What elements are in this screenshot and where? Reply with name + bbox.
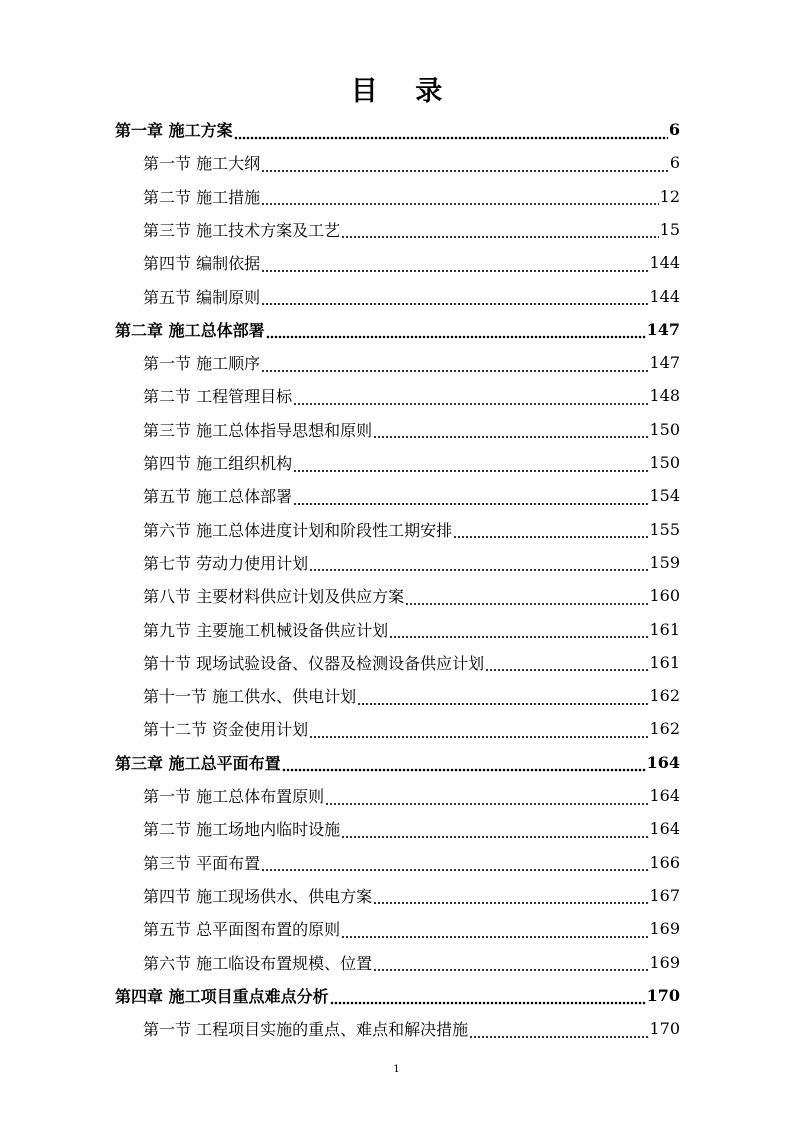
toc-entry-page: 161 — [649, 652, 680, 672]
toc-section-entry[interactable] — [143, 912, 680, 945]
toc-section-entry[interactable] — [143, 946, 680, 979]
toc-section-entry[interactable] — [143, 246, 680, 279]
toc-entry-page: 164 — [649, 786, 680, 805]
toc-section-entry[interactable] — [143, 280, 680, 313]
toc-dot-leader — [261, 856, 648, 872]
toc-section-entry[interactable] — [143, 646, 680, 679]
toc-entry-title: 第二节 施工场地内临时设施 — [143, 820, 341, 840]
toc-section-entry[interactable] — [143, 513, 680, 546]
toc-dot-leader — [373, 956, 648, 972]
toc-dot-leader — [373, 423, 648, 439]
page-title: 目 录 — [350, 76, 457, 107]
toc-dot-leader — [330, 989, 646, 1005]
toc-section-entry[interactable] — [143, 346, 680, 379]
toc-dot-leader — [282, 756, 646, 772]
toc-section-entry[interactable] — [143, 1012, 680, 1045]
toc-entry-page: 167 — [649, 885, 680, 905]
toc-section-entry[interactable] — [143, 213, 680, 246]
toc-entry-title: 第七节 劳动力使用计划 — [143, 553, 309, 573]
toc-entry-title: 第十节 现场试验设备、仪器及检测设备供应计划 — [143, 653, 485, 673]
toc-entry-title: 第三节 平面布置 — [143, 853, 261, 873]
toc-entry-page: 6 — [668, 120, 680, 139]
toc-entry-page: 6 — [669, 153, 680, 173]
toc-entry-title: 第四节 施工组织机构 — [143, 454, 293, 473]
toc-dot-leader — [453, 523, 648, 539]
toc-entry-page: 160 — [649, 586, 680, 606]
toc-section-entry[interactable] — [143, 613, 680, 646]
toc-dot-leader — [341, 823, 648, 839]
toc-entry-page: 170 — [646, 985, 680, 1005]
toc-entry-title: 第五节 总平面图布置的原则 — [143, 920, 341, 940]
toc-entry-page: 148 — [649, 386, 680, 406]
toc-entry-page: 147 — [646, 319, 680, 339]
toc-dot-leader — [293, 457, 648, 473]
toc-chapter-entry[interactable] — [115, 746, 680, 779]
toc-entry-title: 第二节 施工措施 — [143, 187, 261, 207]
toc-entry-title: 第四节 施工现场供水、供电方案 — [143, 886, 373, 906]
toc-entry-page: 169 — [649, 919, 680, 939]
toc-chapter-entry[interactable] — [115, 979, 680, 1012]
toc-entry-page: 154 — [649, 486, 680, 506]
toc-entry-page: 15 — [659, 219, 680, 239]
toc-dot-leader — [234, 124, 668, 140]
toc-dot-leader — [261, 257, 648, 273]
toc-dot-leader — [309, 556, 648, 572]
toc-section-entry[interactable] — [143, 879, 680, 912]
toc-dot-leader — [469, 1023, 648, 1039]
toc-entry-title: 第四节 编制依据 — [143, 254, 261, 274]
toc-entry-page: 169 — [649, 952, 680, 972]
toc-dot-leader — [293, 390, 648, 406]
toc-dot-leader — [325, 790, 648, 806]
toc-section-entry[interactable] — [143, 146, 680, 179]
toc-entry-page: 12 — [659, 186, 680, 206]
toc-dot-leader — [389, 623, 648, 639]
toc-entry-page: 164 — [649, 819, 680, 839]
toc-section-entry[interactable] — [143, 446, 680, 479]
toc-entry-title: 第三章 施工总平面布置 — [115, 753, 281, 773]
toc-entry-title: 第三节 施工技术方案及工艺 — [143, 220, 341, 240]
toc-entry-title: 第三节 施工总体指导思想和原则 — [143, 420, 373, 440]
toc-dot-leader — [357, 690, 648, 706]
toc-section-entry[interactable] — [143, 579, 680, 612]
toc-section-entry[interactable] — [143, 379, 680, 412]
toc-dot-leader — [261, 190, 659, 206]
toc-entry-page: 170 — [649, 1019, 680, 1039]
toc-entry-page: 144 — [649, 286, 680, 306]
toc-chapter-entry[interactable] — [115, 313, 680, 346]
toc-section-entry[interactable] — [143, 812, 680, 845]
toc-entry-title: 第一节 施工总体布置原则 — [143, 787, 325, 806]
toc-section-entry[interactable] — [143, 413, 680, 446]
toc-entry-title: 第二节 工程管理目标 — [143, 387, 293, 407]
toc-entry-title: 第五节 编制原则 — [143, 287, 261, 307]
toc-section-entry[interactable] — [143, 779, 680, 812]
toc-section-entry[interactable] — [143, 846, 680, 879]
toc-entry-page: 147 — [649, 353, 680, 373]
page-number: 1 — [393, 1064, 400, 1075]
toc-entry-title: 第八节 主要材料供应计划及供应方案 — [143, 587, 405, 607]
toc-dot-leader — [373, 889, 648, 905]
toc-entry-title: 第九节 主要施工机械设备供应计划 — [143, 620, 389, 640]
toc-entry-title: 第六节 施工临设布置规模、位置 — [143, 953, 373, 973]
toc-section-entry[interactable] — [143, 679, 680, 712]
toc-entry-title: 第五节 施工总体部署 — [143, 487, 293, 507]
toc-entry-title: 第一节 施工顺序 — [143, 354, 261, 374]
toc-entry-title: 第六节 施工总体进度计划和阶段性工期安排 — [143, 520, 453, 540]
toc-dot-leader — [485, 656, 648, 672]
toc-dot-leader — [261, 357, 648, 373]
toc-entry-title: 第二章 施工总体部署 — [115, 320, 265, 340]
toc-entry-page: 166 — [649, 852, 680, 872]
toc-entry-page: 162 — [649, 719, 680, 739]
toc-dot-leader — [293, 490, 648, 506]
toc-entry-title: 第十一节 施工供水、供电计划 — [143, 687, 357, 707]
toc-chapter-entry[interactable] — [115, 113, 680, 146]
toc-entry-page: 155 — [649, 519, 680, 539]
toc-dot-leader — [341, 223, 659, 239]
toc-entry-title: 第一章 施工方案 — [115, 121, 233, 140]
toc-dot-leader — [261, 157, 669, 173]
toc-dot-leader — [261, 290, 648, 306]
toc-dot-leader — [405, 590, 648, 606]
toc-section-entry[interactable] — [143, 546, 680, 579]
toc-entry-title: 第十二节 资金使用计划 — [143, 720, 309, 740]
toc-dot-leader — [309, 723, 648, 739]
toc-dot-leader — [341, 923, 648, 939]
toc-entry-page: 161 — [649, 619, 680, 639]
toc-entry-page: 150 — [649, 453, 680, 472]
toc-entry-page: 159 — [649, 552, 680, 572]
toc-entry-page: 144 — [649, 253, 680, 273]
toc-entry-page: 150 — [649, 419, 680, 439]
toc-entry-title: 第一节 施工大纲 — [143, 154, 261, 174]
toc-entry-page: 162 — [649, 686, 680, 706]
toc-entry-page: 164 — [646, 752, 680, 772]
toc-section-entry[interactable] — [143, 712, 680, 745]
toc-section-entry[interactable] — [143, 479, 680, 512]
toc-entry-title: 第一节 工程项目实施的重点、难点和解决措施 — [143, 1020, 469, 1040]
toc-dot-leader — [266, 323, 646, 339]
toc-section-entry[interactable] — [143, 180, 680, 213]
toc-entry-title: 第四章 施工项目重点难点分析 — [115, 986, 329, 1006]
